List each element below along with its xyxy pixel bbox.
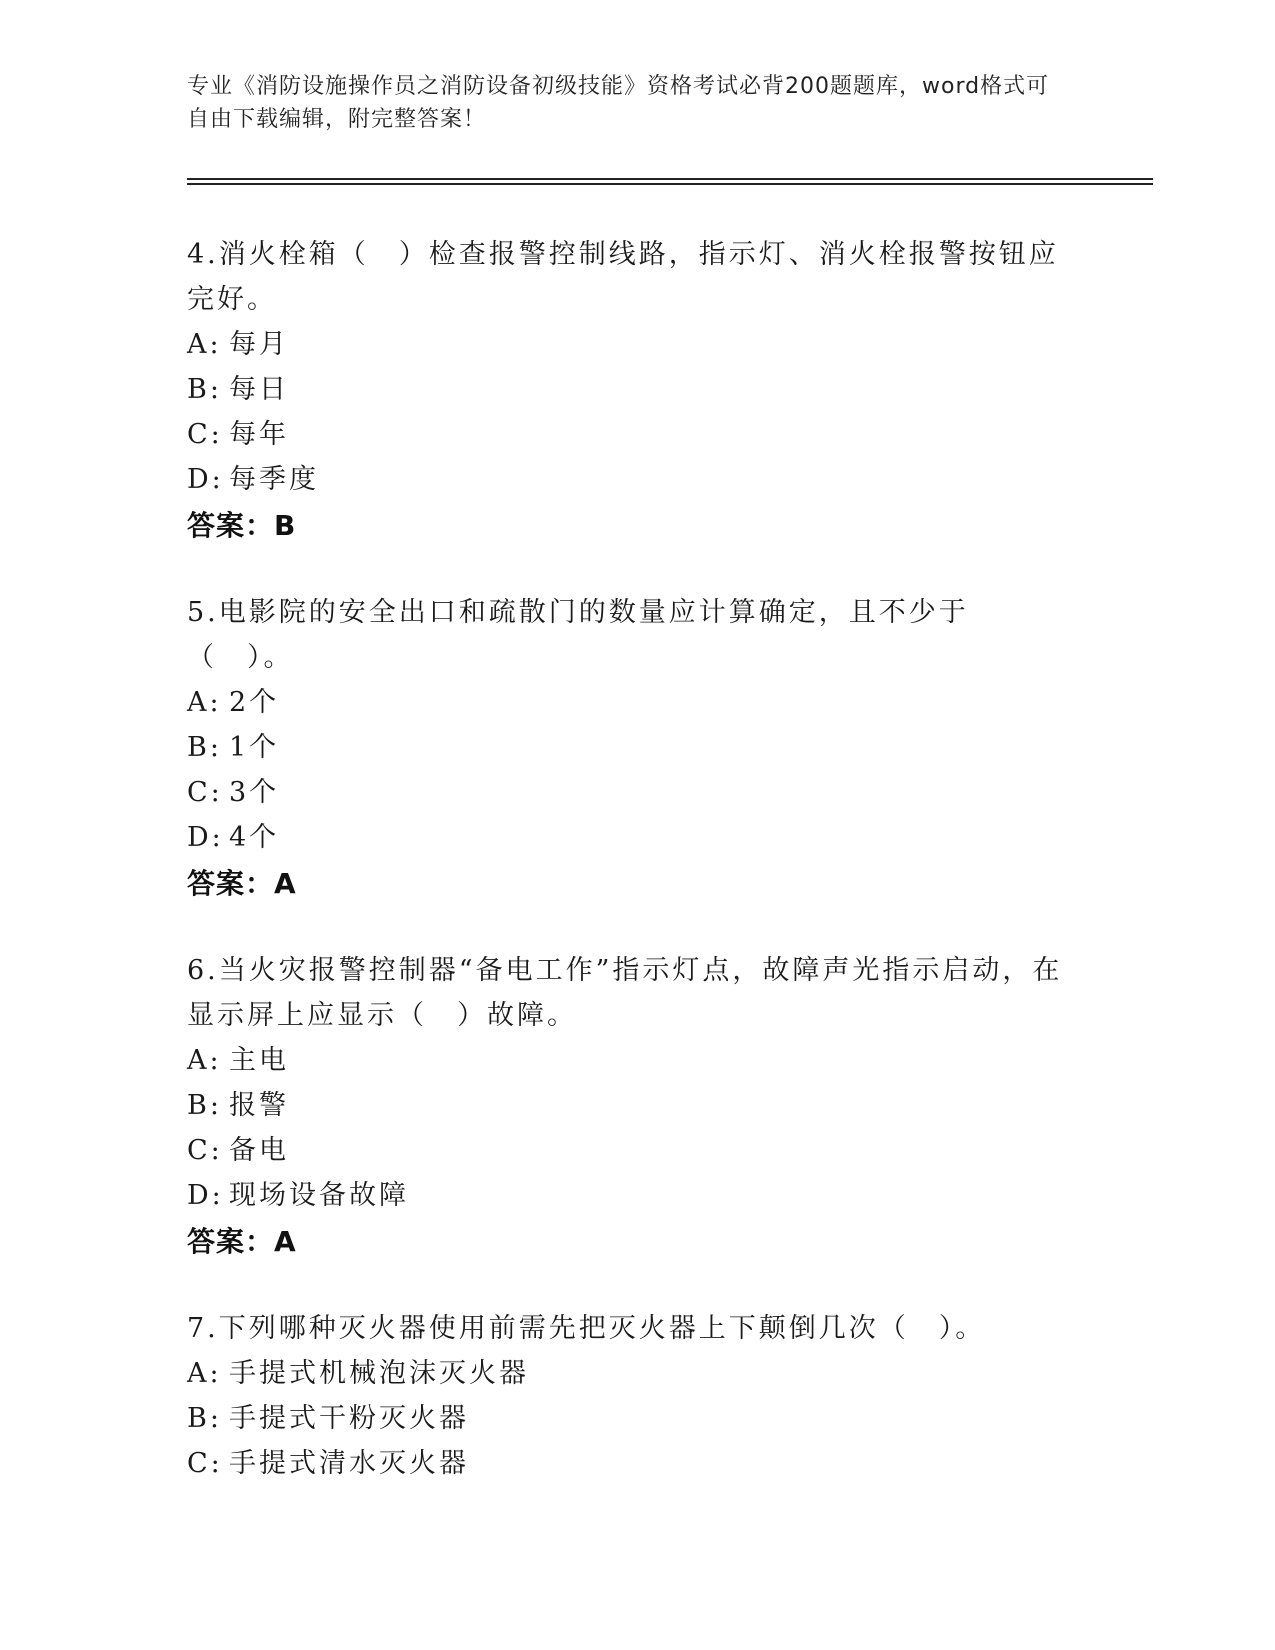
option-text: 手提式干粉灭火器: [229, 1403, 469, 1434]
question-stem: 5.电影院的安全出口和疏散门的数量应计算确定，且不少于（ ）。: [187, 597, 969, 673]
answer-line: 答案：B: [187, 509, 297, 542]
option-key: B:: [187, 732, 222, 763]
option-d: [187, 1173, 1067, 1218]
option-text: 3个: [229, 777, 280, 808]
option-c: [187, 1128, 1067, 1173]
option-key: D:: [187, 464, 224, 495]
option-text: 2个: [229, 687, 280, 718]
option-text: 每季度: [229, 464, 319, 495]
header-divider-bottom: [187, 183, 1153, 185]
option-b: [187, 1083, 1067, 1128]
option-b: [187, 1396, 1067, 1441]
option-key: D:: [187, 822, 224, 853]
question-item: [187, 948, 1067, 1266]
option-text: 手提式机械泡沫灭火器: [229, 1358, 529, 1389]
option-key: A:: [187, 329, 222, 360]
option-text: 现场设备故障: [229, 1180, 409, 1211]
question-item: [187, 590, 1067, 908]
header-divider-top: [187, 178, 1153, 180]
option-key: C:: [187, 1135, 223, 1166]
question-item: [187, 232, 1067, 550]
question-stem: 4.消火栓箱（ ）检查报警控制线路，指示灯、消火栓报警按钮应完好。: [187, 239, 1059, 315]
option-c: [187, 1441, 1067, 1486]
option-a: [187, 322, 1067, 367]
option-key: C:: [187, 777, 223, 808]
option-text: 4个: [229, 822, 280, 853]
option-a: [187, 680, 1067, 725]
answer-line: 答案：A: [187, 867, 297, 900]
option-key: C:: [187, 1448, 223, 1479]
document-header: [187, 70, 1067, 136]
option-text: 每年: [229, 419, 289, 450]
question-item: [187, 1306, 1067, 1486]
option-key: B:: [187, 1403, 222, 1434]
option-text: 1个: [229, 732, 280, 763]
answer-line: 答案：A: [187, 1225, 297, 1258]
option-a: [187, 1038, 1067, 1083]
option-b: [187, 725, 1067, 770]
option-key: D:: [187, 1180, 224, 1211]
option-d: [187, 457, 1067, 502]
option-key: A:: [187, 687, 222, 718]
option-key: B:: [187, 374, 222, 405]
option-key: A:: [187, 1358, 222, 1389]
header-text: 专业《消防设施操作员之消防设备初级技能》资格考试必背200题题库，word格式可自由下载编辑，附完整答案！: [187, 74, 1050, 132]
option-text: 每日: [229, 374, 289, 405]
option-text: 报警: [229, 1090, 289, 1121]
option-b: [187, 367, 1067, 412]
question-stem: 6.当火灾报警控制器“备电工作”指示灯点，故障声光指示启动，在显示屏上应显示（ ）故障。: [187, 955, 1063, 1031]
option-a: [187, 1351, 1067, 1396]
question-stem: 7.下列哪种灭火器使用前需先把灭火器上下颠倒几次（ ）。: [187, 1313, 986, 1344]
question-list: [187, 232, 1067, 1526]
option-c: [187, 412, 1067, 457]
option-text: 备电: [229, 1135, 289, 1166]
option-c: [187, 770, 1067, 815]
option-text: 每月: [229, 329, 289, 360]
option-text: 主电: [229, 1045, 289, 1076]
option-key: B:: [187, 1090, 222, 1121]
option-key: A:: [187, 1045, 222, 1076]
option-text: 手提式清水灭火器: [229, 1448, 469, 1479]
option-d: [187, 815, 1067, 860]
option-key: C:: [187, 419, 223, 450]
